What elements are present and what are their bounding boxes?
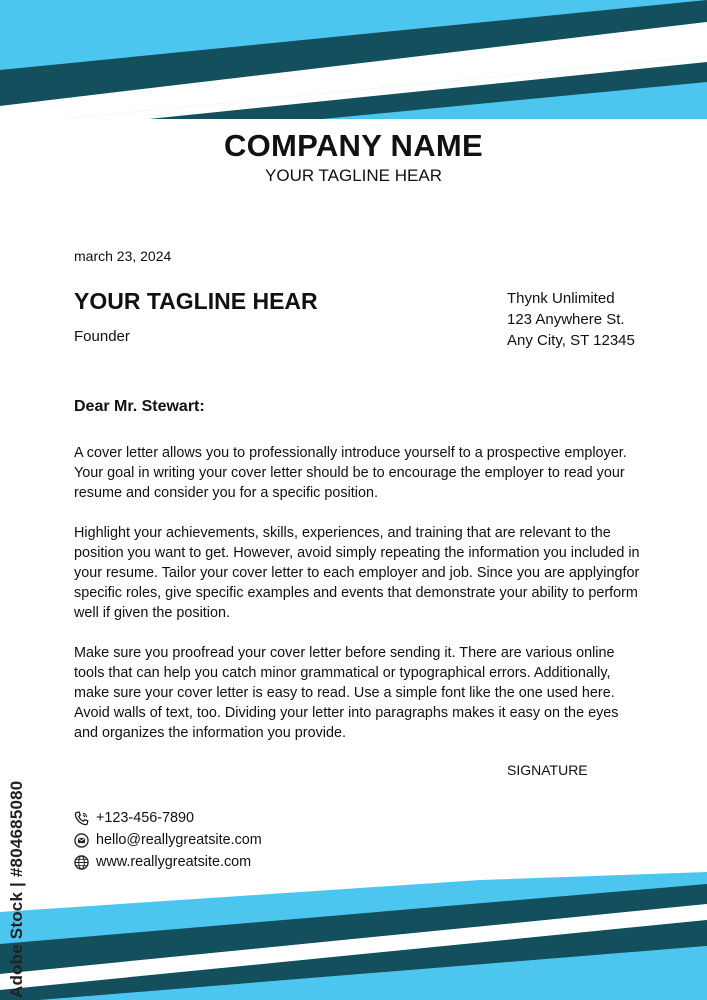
stock-id-text: Adobe Stock | #804685080 <box>7 780 26 998</box>
company-name: COMPANY NAME <box>223 128 484 163</box>
salutation: Dear Mr. Stewart: <box>74 398 205 415</box>
contact-phone <box>74 807 262 829</box>
body-paragraph-3: Make sure you proofread your cover letter before sending it. There are various online tools that can help you catch minor grammatical or typographical errors. Additionally, make sure your cover letter is easy to read. Use a simple font like the one used here. Avoid walls of text, too. Dividing your letter into paragraphs makes it easy on the eyes and organizes the information you provide. <box>74 645 619 741</box>
body-paragraph-1: A cover letter allows you to professionally introduce yourself to a prospective employer. Your goal in writing your cover letter should be to encourage the employer to read your resume and consider you for a specific position. <box>74 445 627 501</box>
sender-role: Founder <box>74 328 130 345</box>
contact-info <box>74 807 262 873</box>
stock-id-label <box>4 752 30 1000</box>
letter-date: march 23, 2024 <box>74 248 172 264</box>
contact-email <box>74 829 262 851</box>
contact-website <box>74 851 262 873</box>
recipient-company: Thynk Unlimited <box>507 290 615 307</box>
footer-decoration <box>0 872 707 1000</box>
letter-body <box>74 443 644 763</box>
website-url: www.reallygreatsite.com <box>96 854 252 870</box>
signature-label: SIGNATURE <box>507 762 588 778</box>
recipient-address <box>507 288 635 351</box>
header-decoration <box>0 0 707 125</box>
email-address: hello@reallygreatsite.com <box>96 832 262 848</box>
phone-number: +123-456-7890 <box>96 810 195 826</box>
recipient-city: Any City, ST 12345 <box>507 332 635 349</box>
phone-icon <box>74 811 89 826</box>
email-icon <box>74 833 89 848</box>
sender-name: YOUR TAGLINE HEAR <box>74 288 318 314</box>
recipient-street: 123 Anywhere St. <box>507 311 625 328</box>
body-paragraph-2: Highlight your achievements, skills, experiences, and training that are relevant to the position you want to get. However, avoid simply repeating the information you included in your resume. Tailor your cover letter to each employer and job. Since you are applyingfor specific roles, give specific examples and events that demonstrate your ability to perform well if given the position. <box>74 525 640 621</box>
company-tagline: YOUR TAGLINE HEAR <box>265 166 442 185</box>
globe-icon <box>74 855 89 870</box>
